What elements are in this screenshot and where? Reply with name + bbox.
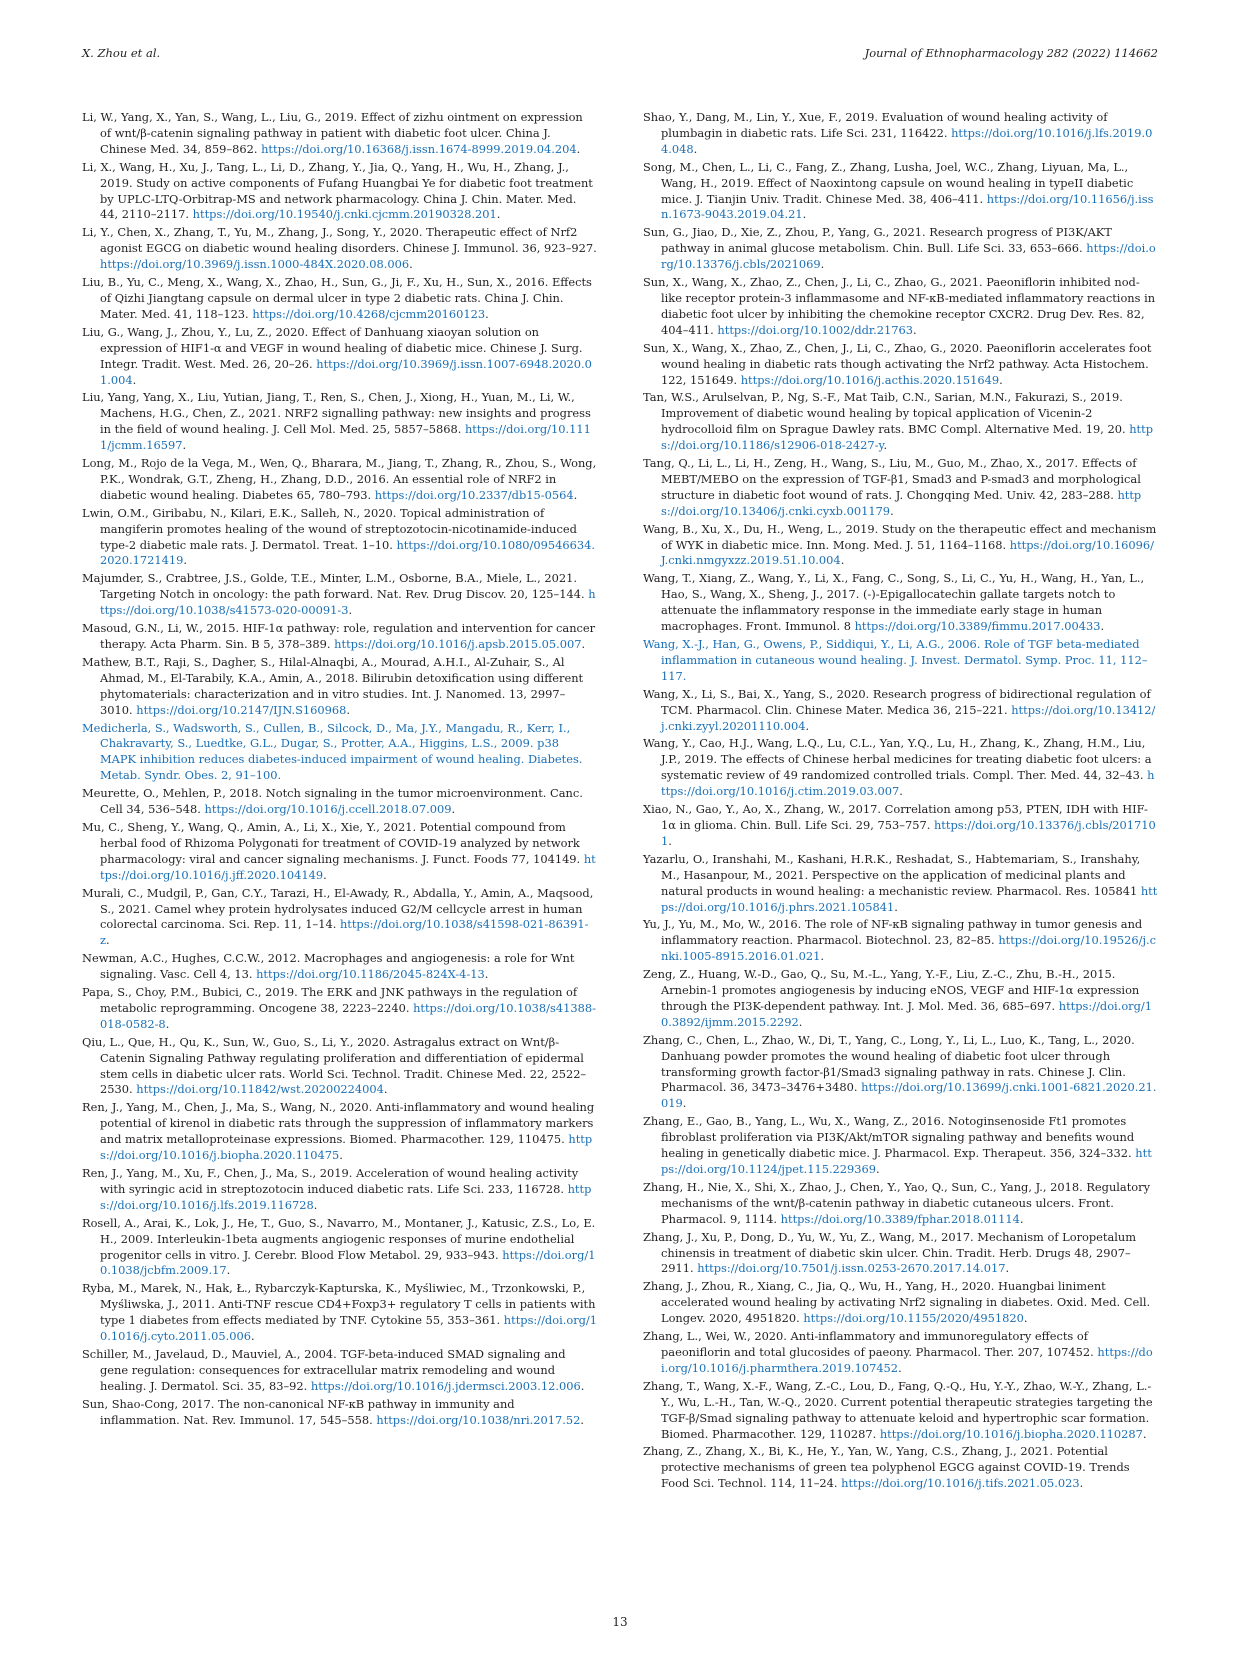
doi-link[interactable]: https://doi.org/10.2147/IJN.S160968 [136, 702, 347, 717]
reference-entry [82, 1035, 597, 1099]
reference-text: Sun, X., Wang, X., Zhao, Z., Chen, J., Li, C., Zhao, G., 2021. Paeoniflorin inhibited nod-like receptor protein-3 inflammasome and NF-κB-mediated inflammatory reactions in diabetic foot ulcer by inhibiting the chemokine receptor CXCR2. Drug Dev. Res. 82, 404–411. [643, 275, 1156, 337]
reference-end: . [576, 141, 581, 156]
doi-link[interactable]: https://doi.org/10.16368/j.issn.1674-8999.2019.04.204 [261, 141, 577, 156]
reference-entry [643, 736, 1158, 800]
doi-link[interactable]: https://doi.org/10.3892/ijmm.2015.2292 [661, 998, 1152, 1029]
reference-entry [643, 917, 1158, 965]
doi-link[interactable]: https://doi.org/10.1002/ddr.21763 [717, 322, 913, 337]
references-left-column [82, 110, 597, 1431]
reference-text: Sun, G., Jiao, D., Xie, Z., Zhou, P., Yang, G., 2021. Research progress of PI3K/AKT pathway in animal glucose metabolism. Chin. Bull. Life Sci. 33, 653–666. [643, 225, 1112, 256]
reference-entry [643, 160, 1158, 224]
reference-entry [82, 110, 597, 158]
doi-link[interactable]: https://doi.org/10.13699/j.cnki.1001-6821.2020.21.019 [661, 1080, 1157, 1111]
reference-end: . [802, 207, 807, 222]
reference-entry[interactable] [643, 637, 1158, 685]
reference-text: Song, M., Chen, L., Li, C., Fang, Z., Zhang, Lusha, Joel, W.C., Zhang, Liyuan, Ma, L., Wang, H., 2019. Effect of Naoxintong capsule on wound healing in typeII diabetic mice. J. Tianjin Univ. Tradit. Chinese Med. 38, 406–411. [643, 159, 1134, 206]
reference-entry [82, 621, 597, 653]
reference-entry [643, 390, 1158, 454]
reference-end: . [484, 967, 489, 982]
reference-entry [643, 1379, 1158, 1443]
doi-link[interactable]: https://doi.org/10.13406/j.cnki.cyxb.001179 [661, 487, 1142, 518]
reference-entry [643, 852, 1158, 916]
reference-end: . [165, 1016, 170, 1031]
reference-text: Zhang, Z., Zhang, X., Bi, K., He, Y., Yan, W., Yang, C.S., Zhang, J., 2021. Potential protective mechanisms of green tea polyphenol EGCG against COVID-19. Trends Food Sci. Technol. 114, 11–24. [643, 1444, 1130, 1491]
reference-end: . [682, 1096, 687, 1111]
reference-entry [82, 655, 597, 719]
reference-end: . [1019, 1211, 1024, 1226]
reference-end: . [313, 1197, 318, 1212]
reference-entry [643, 802, 1158, 850]
reference-end: . [580, 1378, 585, 1393]
reference-text: Long, M., Rojo de la Vega, M., Wen, Q., Bharara, M., Jiang, T., Zhang, R., Zhou, S., Wong, P.K., Wondrak, G.T., Zheng, H., Zhang, D.D., 2016. An essential role of NRF2 in diabetic wound healing. Diabetes 65, 780–793. [82, 456, 597, 502]
reference-end: . [999, 372, 1003, 387]
reference-text: Zhang, H., Nie, X., Shi, X., Zhao, J., Chen, Y., Yao, Q., Sun, C., Yang, J., 2018. Regulatory mechanisms of the wnt/β-catenin pathway in diabetic cutaneous ulcers. Front. Pharmacol. 9, 1114. [643, 1179, 1151, 1226]
reference-text: Liu, B., Yu, C., Meng, X., Wang, X., Zhao, H., Sun, G., Ji, F., Xu, H., Sun, X., 2016. Effects of Qizhi Jiangtang capsule on dermal ulcer in type 2 diabetic rats. China J. Chin. Mater. Med. 41, 118–123. [82, 275, 592, 321]
reference-text: Masoud, G.N., Li, W., 2015. HIF-1α pathway: role, regulation and intervention for cancer therapy. Acta Pharm. Sin. B 5, 378–389. [82, 621, 596, 651]
reference-text: Tan, W.S., Arulselvan, P., Ng, S.-F., Mat Taib, C.N., Sarian, M.N., Fakurazi, S., 2019. Improvement of diabetic wound healing by topical application of Vicenin-2 hydrocolloid film on Sprague Dawley rats. BMC Compl. Alternative Med. 19, 20. [643, 390, 1130, 437]
reference-text: Wang, X., Li, S., Bai, X., Yang, S., 2020. Research progress of bidirectional regulation of TCM. Pharmacol. Clin. Chinese Mater. Medica 36, 215–221. [643, 686, 1151, 717]
reference-text: Sun, X., Wang, X., Zhao, Z., Chen, J., Li, C., Zhao, G., 2020. Paeoniflorin accelerates foot wound healing in diabetic rats though activating the Nrf2 pathway. Acta Histochem. 122, 151649. [643, 340, 1152, 387]
reference-end: . [1023, 1311, 1028, 1326]
reference-end: . [323, 867, 327, 882]
doi-link[interactable]: https://doi.org/10.1038/s41573-020-00091-3 [100, 587, 596, 618]
reference-text: Shao, Y., Dang, M., Lin, Y., Xue, F., 2019. Evaluation of wound healing activity of plumbagin in diabetic rats. Life Sci. 231, 116422. [643, 110, 1108, 140]
doi-link[interactable]: https://doi.org/10.1016/j.pharmthera.2019.107452 [661, 1344, 1153, 1375]
reference-end: . [339, 1148, 343, 1163]
doi-link[interactable]: https://doi.org/10.1016/j.ctim.2019.03.007 [661, 768, 1155, 799]
reference-text: Wang, X.-J., Han, G., Owens, P., Siddiqui, Y., Li, A.G., 2006. Role of TGF beta-mediated inflammation in cutaneous wound healing. J. Invest. Dermatol. Symp. Proc. 11, 112–117. [643, 637, 1148, 683]
reference-end: . [226, 1263, 231, 1278]
reference-entry [643, 687, 1158, 735]
reference-entry[interactable] [82, 721, 597, 785]
reference-end: . [573, 487, 578, 502]
doi-link[interactable]: https://doi.org/10.1038/nri.2017.52 [376, 1412, 581, 1427]
reference-entry [82, 820, 597, 884]
reference-end: . [798, 1014, 803, 1029]
reference-end: . [876, 1162, 880, 1176]
reference-entry [82, 1397, 597, 1429]
reference-entry [643, 522, 1158, 570]
reference-entry [643, 1114, 1158, 1178]
reference-text: Medicherla, S., Wadsworth, S., Cullen, B., Silcock, D., Ma, J.Y., Mangadu, R., Kerr, I., Chakravarty, S., Luedtke, G.L., Dugar, S., Protter, A.A., Higgins, L.S., 2009. p38 MAPK inhibition reduces diabetes-induced impairment of wound healing. Diabetes. Metab. Syndr. Obes. 2, 91–100. [82, 720, 583, 783]
reference-text: Qiu, L., Que, H., Qu, K., Sun, W., Guo, S., Li, Y., 2020. Astragalus extract on Wnt/β-Catenin Signaling Pathway regulating proliferation and differentiation of epidermal stem cells in diabetic ulcer rats. World Sci. Technol. Tradit. Chinese Med. 22, 2522–2530. [82, 1034, 587, 1097]
reference-end: . [1005, 1261, 1010, 1276]
doi-link[interactable]: https://doi.org/10.16096/J.cnki.nmgyxzz.2019.51.10.004 [661, 537, 1154, 568]
reference-end: . [693, 141, 698, 156]
reference-text: Lwin, O.M., Giribabu, N., Kilari, E.K., Salleh, N., 2020. Topical administration of mangiferin promotes healing of the wound of streptozotocin-nicotinamide-induced type-2 diabetic male rats. J. Dermatol. Treat. 1–10. [82, 505, 577, 552]
reference-end: . [106, 933, 110, 948]
reference-end: . [496, 207, 501, 222]
reference-end: . [883, 438, 888, 453]
reference-entry [643, 1279, 1158, 1327]
reference-end: . [840, 553, 845, 568]
doi-link[interactable]: https://doi.org/10.7501/j.issn.0253-2670.2017.14.017 [697, 1261, 1006, 1276]
reference-end: . [485, 306, 489, 321]
doi-link[interactable]: https://doi.org/10.1016/j.phrs.2021.105841 [661, 883, 1158, 914]
reference-end: . [581, 637, 586, 651]
reference-text: Wang, T., Xiang, Z., Wang, Y., Li, X., Fang, C., Song, S., Li, C., Yu, H., Wang, H., Yan, L., Hao, S., Wang, X., Sheng, J., 2017. (-)-Epigallocatechin gallate targets notch to attenuate the inflammatory response in the immediate early stage in human macrophages. Front. Immunol. 8 [643, 571, 1145, 634]
reference-entry [643, 967, 1158, 1031]
reference-entry [643, 341, 1158, 389]
doi-link[interactable]: https://doi.org/10.13376/j.cbls/2021069 [661, 241, 1156, 272]
doi-link[interactable]: https://doi.org/10.1038/s41388-018-0582-8 [100, 1000, 596, 1031]
reference-entry [82, 1166, 597, 1214]
doi-link[interactable]: https://doi.org/10.1016/j.cyto.2011.05.006 [100, 1313, 598, 1344]
reference-text: Mathew, B.T., Raji, S., Dagher, S., Hilal-Alnaqbi, A., Mourad, A.H.I., Al-Zuhair, S., Al Ahmad, M., El-Tarabily, K.A., Amin, A., 2018. Bilirubin detoxification using different phytomaterials: characterization and in vitro studies. Int. J. Nanomed. 13, 2997–3010. [82, 654, 584, 717]
reference-end: . [820, 257, 825, 272]
reference-entry [82, 985, 597, 1033]
doi-link[interactable]: https://doi.org/10.1016/j.lfs.2019.04.048 [661, 125, 1153, 156]
reference-text: Yu, J., Yu, M., Mo, W., 2016. The role of NF-κB signaling pathway in tumor genesis and inflammatory reaction. Pharmacol. Biotechnol. 23, 82–85. [643, 917, 1143, 948]
header-journal: Journal of Ethnopharmacology 282 (2022) 114662 [864, 46, 1158, 60]
reference-entry [82, 390, 597, 454]
doi-link[interactable]: https://doi.org/10.1186/2045-824X-4-13 [256, 967, 485, 982]
doi-link[interactable]: https://doi.org/10.1016/j.biopha.2020.110475 [100, 1132, 593, 1163]
reference-entry [82, 225, 597, 273]
doi-link[interactable]: https://doi.org/10.13412/j.cnki.zyyl.20201110.004 [661, 702, 1156, 733]
reference-end: . [890, 503, 894, 518]
reference-text: Xiao, N., Gao, Y., Ao, X., Zhang, W., 2017. Correlation among p53, PTEN, IDH with HIF-1α in glioma. Chin. Bull. Life Sci. 29, 753–757. [643, 802, 1148, 832]
reference-end: . [580, 1412, 585, 1427]
reference-entry [82, 1281, 597, 1345]
reference-entry [82, 786, 597, 818]
references-right-column [643, 110, 1158, 1494]
doi-link[interactable]: https://doi.org/10.1038/s41598-021-86391-z [100, 917, 589, 948]
reference-end: . [820, 949, 825, 964]
reference-text: Meurette, O., Mehlen, P., 2018. Notch signaling in the tumor microenvironment. Canc. Cell 34, 536–548. [82, 786, 583, 817]
reference-entry [82, 571, 597, 619]
reference-entry [82, 886, 597, 950]
reference-entry [643, 1444, 1158, 1492]
reference-entry [643, 456, 1158, 520]
reference-entry [643, 110, 1158, 158]
reference-end: . [894, 899, 898, 914]
reference-text: Zhang, E., Gao, B., Yang, L., Wu, X., Wang, Z., 2016. Notoginsenoside Ft1 promotes fibroblast proliferation via PI3K/Akt/mTOR signaling pathway and benefits wound healing in genetically diabetic mice. J. Pharmacol. Exp. Therapeut. 356, 324–332. [643, 1114, 1136, 1161]
reference-end: . [250, 1329, 255, 1344]
reference-entry [82, 506, 597, 570]
doi-link[interactable]: https://doi.org/10.19540/j.cnki.cjcmm.20190328.201 [192, 207, 497, 222]
reference-text: Papa, S., Choy, P.M., Bubici, C., 2019. The ERK and JNK pathways in the regulation of metabolic reprogramming. Oncogene 38, 2223–2240. [82, 985, 578, 1015]
reference-text: Sun, Shao-Cong, 2017. The non-canonical NF-κB pathway in immunity and inflammation. Nat. Rev. Immunol. 17, 545–558. [82, 1396, 515, 1427]
doi-link[interactable]: https://doi.org/10.11656/j.issn.1673-9043.2019.04.21 [661, 191, 1154, 222]
reference-end: . [409, 257, 413, 272]
reference-end: . [1100, 619, 1105, 634]
reference-text: Zeng, Z., Huang, W.-D., Gao, Q., Su, M.-L., Yang, Y.-F., Liu, Z.-C., Zhu, B.-H., 2015. Arnebin-1 promotes angiogenesis by inducing eNOS, VEGF and HIF-1α expression through the PI3K-dependent pathway. Int. J. Mol. Med. 36, 685–697. [643, 967, 1140, 1013]
reference-text: Mu, C., Sheng, Y., Wang, Q., Amin, A., Li, X., Xie, Y., 2021. Potential compound from herbal food of Rhizoma Polygonati for treatment of COVID-19 analyzed by network pharmacology: viral and cancer signaling mechanisms. J. Funct. Foods 77, 104149. [82, 819, 584, 866]
doi-link[interactable]: https://doi.org/10.3389/fphar.2018.01114 [780, 1211, 1020, 1226]
doi-link[interactable]: https://doi.org/10.1038/jcbfm.2009.17 [100, 1247, 596, 1278]
reference-text: Tang, Q., Li, L., Li, H., Zeng, H., Wang, S., Liu, M., Guo, M., Zhao, X., 2017. Effects of MEBT/MEBO on the expression of TGF-β1, Smad3 and P-smad3 and morphological structure in diabetic foot wound of rats. J. Chongqing Med. Univ. 42, 283–288. [643, 456, 1141, 502]
reference-text: Ryba, M., Marek, N., Hak, Ł., Rybarczyk-Kapturska, K., Myśliwiec, M., Trzonkowski, P., Myśliwska, J., 2011. Anti-TNF rescue CD4+Foxp3+ regulatory T cells in patients with type 1 diabetes from effects mediated by TNF. Cytokine 55, 353–361. [82, 1281, 596, 1328]
reference-entry [643, 571, 1158, 635]
doi-link[interactable]: https://doi.org/10.1124/jpet.115.229369 [661, 1146, 1152, 1176]
reference-text: Li, X., Wang, H., Xu, J., Tang, L., Li, D., Zhang, Y., Jia, Q., Yang, H., Wu, H., Zhang, J., 2019. Study on active components of Fufang Huangbai Ye for diabetic foot treatment by UPLC-LTQ-Orbitrap-MS and network pharmacology. China J. Chin. Mater. Med. 44, 2110–2117. [82, 159, 593, 222]
reference-text: Wang, Y., Cao, H.J., Wang, L.Q., Lu, C.L., Yan, Y.Q., Lu, H., Zhang, K., Zhang, H.M., Liu, J.P., 2019. The effects of Chinese herbal medicines for treating diabetic foot ulcers: a systematic review of 49 randomized controlled trials. Compl. Ther. Med. 44, 32–43. [643, 736, 1152, 783]
doi-link[interactable]: https://doi.org/10.3969/j.issn.1000-484X.2020.08.006 [100, 257, 410, 272]
reference-text: Zhang, T., Wang, X.-F., Wang, Z.-C., Lou, D., Fang, Q.-Q., Hu, Y.-Y., Zhao, W.-Y., Zhang, L.-Y., Wu, L.-H., Tan, W.-Q., 2020. Current potential therapeutic strategies targeting the TGF-β/Smad signaling pathway to attenuate keloid and hypertrophic scar formation. Biomed. Pharmacother. 129, 110287. [643, 1378, 1153, 1441]
reference-entry [643, 1230, 1158, 1278]
reference-entry [643, 1329, 1158, 1377]
reference-text: Liu, G., Wang, J., Zhou, Y., Lu, Z., 2020. Effect of Danhuang xiaoyan solution on expression of HIF1-α and VEGF in wound healing of diabetic mice. Chinese J. Surg. Integr. Tradit. West. Med. 26, 20–26. [82, 324, 583, 371]
doi-link[interactable]: https://doi.org/10.1016/j.tifs.2021.05.023 [841, 1476, 1080, 1491]
doi-link[interactable]: https://doi.org/10.1186/s12906-018-2427-y [661, 422, 1154, 453]
doi-link[interactable]: https://doi.org/10.1016/j.ccell.2018.07.009 [204, 802, 452, 817]
doi-link[interactable]: https://doi.org/10.1016/j.jff.2020.104149 [100, 851, 596, 882]
doi-link[interactable]: https://doi.org/10.1016/j.apsb.2015.05.007 [334, 637, 582, 651]
reference-end: . [898, 1360, 902, 1375]
reference-end: . [451, 802, 456, 817]
reference-entry [82, 1100, 597, 1164]
reference-end: . [1142, 1426, 1147, 1441]
reference-end: . [383, 1082, 388, 1097]
reference-text: Schiller, M., Javelaud, D., Mauviel, A., 2004. TGF-beta-induced SMAD signaling and gene regulation: consequences for extracellular matrix remodeling and wound healing. J. Dermatol. Sci. 35, 83–92. [82, 1346, 566, 1393]
reference-text: Rosell, A., Arai, K., Lok, J., He, T., Guo, S., Navarro, M., Montaner, J., Katusic, Z.S., Lo, E. H., 2009. Interleukin-1beta augments angiogenic responses of murine endothelial progenitor cells in vitro. J. Cerebr. Blood Flow Metabol. 29, 933–943. [82, 1215, 596, 1262]
doi-link[interactable]: https://doi.org/10.4268/cjcmm20160123 [252, 306, 486, 321]
reference-text: Murali, C., Mudgil, P., Gan, C.Y., Tarazi, H., El-Awady, R., Abdalla, Y., Amin, A., Maqsood, S., 2021. Camel whey protein hydrolysates induced G2/M cellcycle arrest in human colorectal carcinoma. Sci. Rep. 11, 1–14. [82, 885, 594, 932]
reference-entry [643, 225, 1158, 273]
reference-end: . [183, 553, 187, 568]
reference-end: . [182, 438, 187, 453]
reference-text: Li, Y., Chen, X., Zhang, T., Yu, M., Zhang, J., Song, Y., 2020. Therapeutic effect of Nrf2 agonist EGCG on diabetic wound healing disorders. Chinese J. Immunol. 36, 923–927. [82, 225, 597, 256]
header-authors: X. Zhou et al. [82, 46, 161, 60]
reference-entry [82, 1347, 597, 1395]
reference-text: Newman, A.C., Hughes, C.C.W., 2012. Macrophages and angiogenesis: a role for Wnt signaling. Vasc. Cell 4, 13. [82, 951, 575, 982]
running-header [82, 46, 1158, 66]
reference-text: Zhang, J., Zhou, R., Xiang, C., Jia, Q., Wu, H., Yang, H., 2020. Huangbai liniment accelerated wound healing by activating Nrf2 signaling in diabetes. Oxid. Med. Cell. Longev. 2020, 4951820. [643, 1279, 1151, 1326]
reference-entry [82, 325, 597, 389]
reference-end: . [132, 372, 137, 387]
doi-link[interactable]: https://doi.org/10.1155/2020/4951820 [803, 1311, 1024, 1326]
reference-text: Ren, J., Yang, M., Chen, J., Ma, S., Wang, N., 2020. Anti-inflammatory and wound healing potential of kirenol in diabetic rats through the suppression of inflammatory markers and matrix metalloproteinase expressions. Biomed. Pharmacother. 129, 110475. [82, 1100, 595, 1147]
reference-end: . [1079, 1476, 1084, 1491]
doi-link[interactable]: https://doi.org/10.1016/j.jdermsci.2003.12.006 [310, 1378, 581, 1393]
reference-end: . [805, 718, 810, 733]
reference-text: Liu, Yang, Yang, X., Liu, Yutian, Jiang, T., Ren, S., Chen, J., Xiong, H., Yuan, M., Li, W., Machens, H.G., Chen, Z., 2021. NRF2 signalling pathway: new insights and progress in the field of wound healing. J. Cell Mol. Med. 25, 5857–5868. [82, 390, 591, 437]
doi-link[interactable]: https://doi.org/10.3389/fimmu.2017.00433 [854, 619, 1101, 634]
reference-end: . [348, 603, 353, 618]
doi-link[interactable]: https://doi.org/10.1080/09546634.2020.1721419 [100, 537, 595, 568]
doi-link[interactable]: https://doi.org/10.19526/j.cnki.1005-8915.2016.01.021 [661, 933, 1157, 964]
doi-link[interactable]: https://doi.org/10.13376/j.cbls/2017101 [661, 817, 1156, 848]
reference-end: . [899, 784, 903, 799]
reference-text: Ren, J., Yang, M., Xu, F., Chen, J., Ma, S., 2019. Acceleration of wound healing activity with syringic acid in streptozotocin induced diabetic rats. Life Sci. 233, 116728. [82, 1166, 579, 1196]
doi-link[interactable]: https://doi.org/10.1016/j.biopha.2020.110287 [879, 1426, 1143, 1441]
reference-text: Yazarlu, O., Iranshahi, M., Kashani, H.R.K., Reshadat, S., Habtemariam, S., Iranshahy, M., Hasanpour, M., 2021. Perspective on the application of medicinal plants and natural products in wound healing: a mechanistic review. Pharmacol. Res. 105841 [643, 851, 1141, 898]
reference-entry [643, 1180, 1158, 1228]
reference-entry [643, 1033, 1158, 1113]
doi-link[interactable]: https://doi.org/10.3969/j.issn.1007-6948.2020.01.004 [100, 356, 592, 387]
doi-link[interactable]: https://doi.org/10.1016/j.acthis.2020.151649 [740, 372, 1000, 387]
reference-entry [82, 160, 597, 224]
reference-end: . [346, 702, 350, 717]
reference-entry [82, 1216, 597, 1280]
doi-link[interactable]: https://doi.org/10.1016/j.lfs.2019.116728 [100, 1181, 592, 1212]
reference-end: . [912, 322, 917, 337]
reference-entry [82, 951, 597, 983]
page-number: 13 [612, 1615, 628, 1629]
reference-text: Wang, B., Xu, X., Du, H., Weng, L., 2019. Study on the therapeutic effect and mechanism of WYK in diabetic mice. Inn. Mong. Med. J. 51, 1164–1168. [643, 521, 1157, 552]
reference-entry [82, 456, 597, 504]
reference-entry [643, 275, 1158, 339]
reference-text: Li, W., Yang, X., Yan, S., Wang, L., Liu, G., 2019. Effect of zizhu ointment on expression of wnt/β-catenin signaling pathway in patient with diabetic foot ulcer. China J. Chinese Med. 34, 859–862. [82, 110, 583, 156]
reference-text: Zhang, J., Xu, P., Dong, D., Yu, W., Yu, Z., Wang, M., 2017. Mechanism of Loropetalum chinensis in treatment of diabetic skin ulcer. Chin. Tradit. Herb. Drugs 48, 2907–2911. [643, 1229, 1137, 1276]
reference-text: Zhang, C., Chen, L., Zhao, W., Di, T., Yang, C., Long, Y., Li, L., Luo, K., Tang, L., 2020. Danhuang powder promotes the wound healing of diabetic foot ulcer through transforming growth factor-β1/Smad3 signaling pathway in rats. Chinese J. Clin. Pharmacol. 36, 3473–3476+3480. [643, 1032, 1135, 1095]
reference-text: Majumder, S., Crabtree, J.S., Golde, T.E., Minter, L.M., Osborne, B.A., Miele, L., 2021. Targeting Notch in oncology: the path forward. Nat. Rev. Drug Discov. 20, 125–144. [82, 571, 589, 602]
reference-end: . [668, 833, 672, 848]
doi-link[interactable]: https://doi.org/10.11842/wst.20200224004 [136, 1082, 384, 1097]
reference-text: Zhang, L., Wei, W., 2020. Anti-inflammatory and immunoregulatory effects of paeoniflorin and total glucosides of paeony. Pharmacol. Ther. 207, 107452. [643, 1329, 1098, 1359]
reference-entry [82, 275, 597, 323]
doi-link[interactable]: https://doi.org/10.1111/jcmm.16597 [100, 422, 591, 453]
doi-link[interactable]: https://doi.org/10.2337/db15-0564 [374, 487, 574, 502]
